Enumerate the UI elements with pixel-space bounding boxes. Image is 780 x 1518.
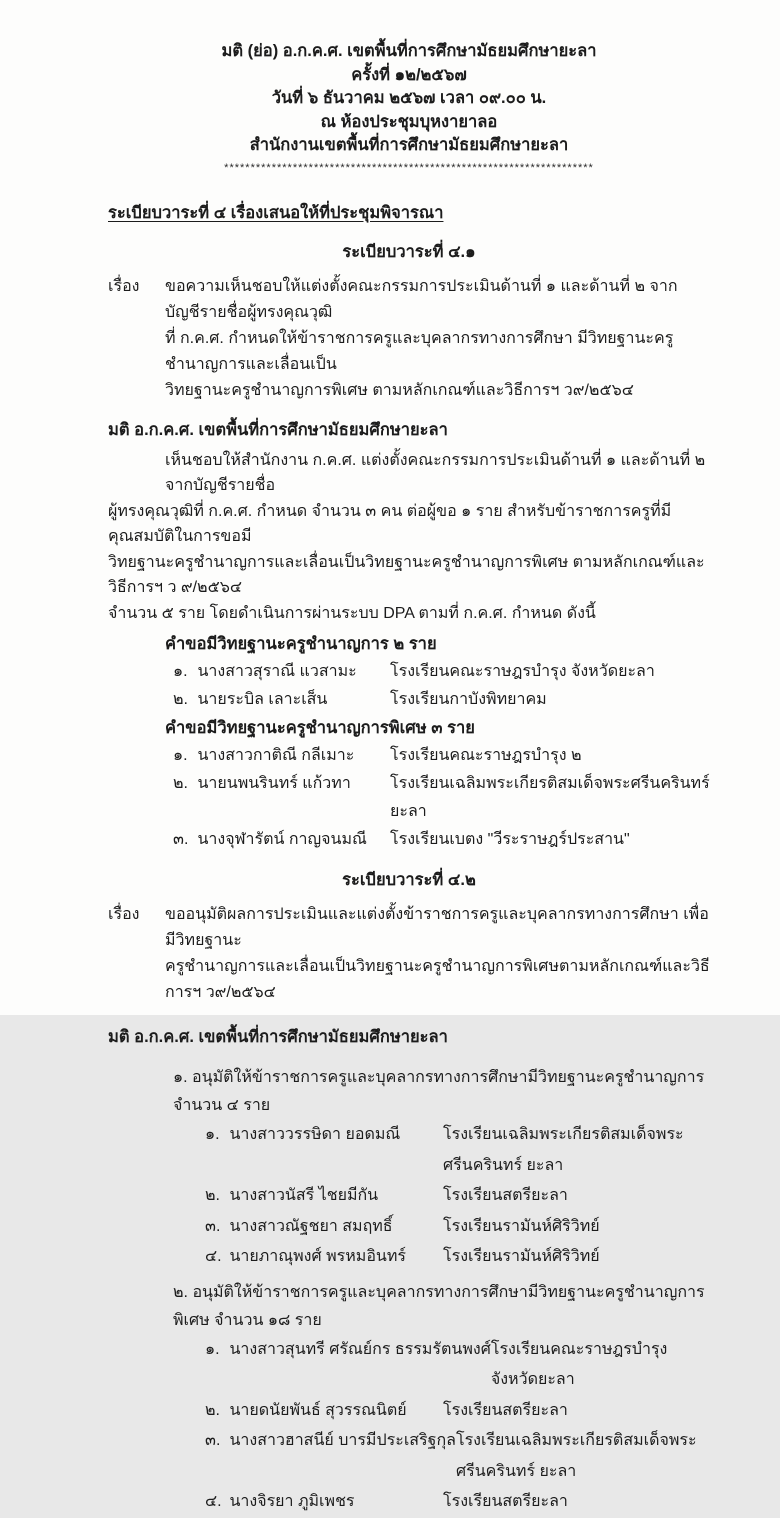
separator-line: ********************************************************************** [224, 161, 594, 174]
person-name-cell [205, 1335, 491, 1396]
meeting-date-time: วันที่ ๖ ธันวาคม ๒๕๖๗ เวลา ๐๙.๐๐ น. [271, 89, 547, 107]
meeting-number: ครั้งที่ ๑๒/๒๕๖๗ [351, 65, 467, 84]
agenda-heading: ระเบียบวาระที่ ๔ เรื่องเสนอให้ที่ประชุมพิจารณา [108, 203, 444, 222]
person-name-cell [205, 1396, 443, 1427]
person-row [108, 658, 710, 686]
person-school: โรงเรียนเฉลิมพระเกียรติสมเด็จพระศรีนครินทร์ ยะลา [455, 1432, 697, 1480]
resolution-body [108, 448, 710, 627]
person-school: โรงเรียนคณะราษฎรบำรุง ๒ [390, 747, 582, 764]
person-number: ๑. [205, 1340, 220, 1358]
approval-group-2-heading: ๒. อนุมัติให้ข้าราชการครูและบุคลากรทางการศึกษามีวิทยฐานะครูชำนาญการพิเศษ จำนวน ๑๘ ราย [173, 1283, 705, 1329]
person-school: โรงเรียนเฉลิมพระเกียรติสมเด็จพระศรีนครินทร์ ยะลา [390, 775, 710, 820]
person-name: นางจิรยา ภูมิเพชร [229, 1493, 355, 1510]
person-row [108, 1242, 710, 1273]
document-header [108, 40, 710, 176]
person-row [108, 686, 710, 714]
person-number: ๔. [205, 1248, 222, 1265]
doc-title: มติ (ย่อ) อ.ก.ค.ศ. เขตพื้นที่การศึกษามัธยมศึกษายะลา [221, 42, 597, 60]
section-4-2-title: ระเบียบวาระที่ ๔.๒ [342, 871, 476, 889]
subject-line: ครูชำนาญการและเลื่อนเป็นวิทยฐานะครูชำนาญการพิเศษตามหลักเกณฑ์และวิธีการฯ ว๙/๒๕๖๔ [165, 958, 710, 1001]
person-row [108, 742, 710, 770]
person-row [108, 770, 710, 826]
person-row [108, 1120, 710, 1181]
person-name: นางสาวณัฐชยา สมฤทธิ์ [229, 1217, 393, 1235]
person-name: นางสาวสุนทรี ศรัณย์กร ธรรมรัตนพงศ์ [229, 1340, 491, 1358]
person-name-cell [173, 742, 390, 770]
person-name: นางสาวสุราณี แวสามะ [197, 663, 357, 680]
person-name-cell [173, 770, 390, 826]
person-row [108, 826, 710, 854]
person-number: ๑. [173, 663, 188, 680]
subject-line: ขออนุมัติผลการประเมินและแต่งตั้งข้าราชการครูและบุคลากรทางการศึกษา เพื่อมีวิทยฐานะ [165, 906, 709, 949]
person-name-cell [205, 1487, 443, 1518]
person-school: โรงเรียนสตรียะลา [443, 1401, 568, 1419]
person-name-cell [205, 1120, 443, 1181]
person-row [108, 1426, 710, 1487]
person-school: โรงเรียนคณะราษฎรบำรุง จังหวัดยะลา [390, 663, 655, 680]
subject-text [165, 902, 710, 1006]
person-school: โรงเรียนสตรียะลา [443, 1493, 568, 1510]
person-school: โรงเรียนรามันห์ศิริวิทย์ [443, 1217, 600, 1235]
section-4-1-subject [108, 274, 710, 404]
resolution-line: วิทยฐานะครูชำนาญการและเลื่อนเป็นวิทยฐานะครูชำนาญการพิเศษ ตามหลักเกณฑ์และวิธีการฯ ว ๙/๒๕๖๔ [108, 553, 705, 596]
person-name: นายดนัยพันธ์ สุวรรณนิตย์ [229, 1401, 407, 1419]
resolution-line: ผู้ทรงคุณวุฒิที่ ก.ค.ศ. กำหนด จำนวน ๓ คน ต่อผู้ขอ ๑ ราย สำหรับข้าราชการครูที่มีคุณสมบัติในการขอมี [108, 502, 672, 545]
person-number: ๔. [205, 1493, 222, 1510]
person-name: นางสาววรรษิดา ยอดมณี [229, 1126, 401, 1143]
person-school: โรงเรียนสตรียะลา [443, 1187, 568, 1204]
section-4-1 [108, 239, 710, 855]
person-school: โรงเรียนรามันห์ศิริวิทย์ [443, 1248, 600, 1265]
group-heading-chamnankan: คำขอมีวิทยฐานะครูชำนาญการ ๒ ราย [165, 635, 437, 653]
person-name: นางสาวกาติณี กลีเมาะ [197, 747, 355, 764]
person-name-cell [205, 1212, 443, 1243]
meeting-venue: ณ ห้องประชุมบุหงายาลอ [320, 112, 498, 131]
person-number: ๓. [173, 831, 189, 848]
person-name-cell [173, 658, 390, 686]
person-row [108, 1335, 710, 1396]
person-school: โรงเรียนคณะราษฎรบำรุง จังหวัดยะลา [490, 1340, 668, 1388]
section-4-2 [108, 867, 710, 1518]
person-number: ๓. [205, 1217, 221, 1235]
person-number: ๑. [173, 747, 188, 764]
person-number: ๒. [173, 775, 188, 792]
person-number: ๒. [205, 1401, 220, 1419]
subject-label: เรื่อง [108, 277, 140, 295]
person-name: นายภาณุพงศ์ พรหมอินทร์ [229, 1248, 407, 1265]
approval-group-1-heading: ๑. อนุมัติให้ข้าราชการครูและบุคลากรทางการศึกษามีวิทยฐานะครูชำนาญการ จำนวน ๔ ราย [173, 1069, 705, 1114]
person-name-cell [173, 686, 390, 714]
person-name: นางสาวนัสรี ไชยมีกัน [229, 1187, 379, 1204]
resolution-heading: มติ อ.ก.ค.ศ. เขตพื้นที่การศึกษามัธยมศึกษายะลา [108, 1028, 448, 1046]
group-heading-chamnankan-phiset: คำขอมีวิทยฐานะครูชำนาญการพิเศษ ๓ ราย [165, 719, 475, 737]
person-name-cell [205, 1181, 443, 1212]
subject-text [165, 274, 710, 404]
person-school: โรงเรียนเบตง "วีระราษฎร์ประสาน" [390, 831, 630, 848]
subject-line: วิทยฐานะครูชำนาญการพิเศษ ตามหลักเกณฑ์และวิธีการฯ ว๙/๒๕๖๔ [165, 381, 634, 399]
person-name-cell [205, 1242, 443, 1273]
resolution-line: จำนวน ๕ ราย โดยดำเนินการผ่านระบบ DPA ตามที่ ก.ค.ศ. กำหนด ดังนี้ [108, 604, 596, 622]
person-number: ๓. [205, 1432, 221, 1449]
person-name: นางสาวฮาสนีย์ บารมีประเสริฐกุล [229, 1432, 456, 1449]
person-name: นางจุฬารัตน์ กาญจนมณี [197, 831, 367, 848]
person-row [108, 1487, 710, 1518]
person-number: ๒. [173, 691, 188, 708]
person-row [108, 1181, 710, 1212]
resolution-line: เห็นชอบให้สำนักงาน ก.ค.ศ. แต่งตั้งคณะกรรมการประเมินด้านที่ ๑ และด้านที่ ๒ จากบัญชีรายชื่อ [165, 451, 706, 494]
resolution-heading: มติ อ.ก.ค.ศ. เขตพื้นที่การศึกษามัธยมศึกษายะลา [108, 420, 448, 439]
section-4-1-title: ระเบียบวาระที่ ๔.๑ [342, 242, 476, 261]
person-school: โรงเรียนกาบังพิทยาคม [390, 691, 547, 708]
person-name-cell [173, 826, 390, 854]
section-4-2-subject [108, 902, 710, 1006]
person-number: ๑. [205, 1126, 220, 1143]
person-name-cell [205, 1426, 456, 1487]
person-row [108, 1212, 710, 1243]
person-school: โรงเรียนเฉลิมพระเกียรติสมเด็จพระศรีนครินทร์ ยะลา [443, 1126, 684, 1174]
person-row [108, 1396, 710, 1427]
subject-label: เรื่อง [108, 906, 140, 923]
subject-line: ที่ ก.ค.ศ. กำหนดให้ข้าราชการครูและบุคลากรทางการศึกษา มีวิทยฐานะครูชำนาญการและเลื่อนเป็น [165, 329, 674, 373]
person-number: ๒. [205, 1187, 220, 1204]
subject-line: ขอความเห็นชอบให้แต่งตั้งคณะกรรมการประเมินด้านที่ ๑ และด้านที่ ๒ จากบัญชีรายชื่อผู้ทรงคุณวุฒิ [165, 277, 678, 321]
person-name: นายนพนรินทร์ แก้วทา [197, 775, 351, 792]
person-name: นายระบิล เลาะเส็น [197, 691, 328, 708]
office-name: สำนักงานเขตพื้นที่การศึกษามัธยมศึกษายะลา [249, 136, 569, 154]
